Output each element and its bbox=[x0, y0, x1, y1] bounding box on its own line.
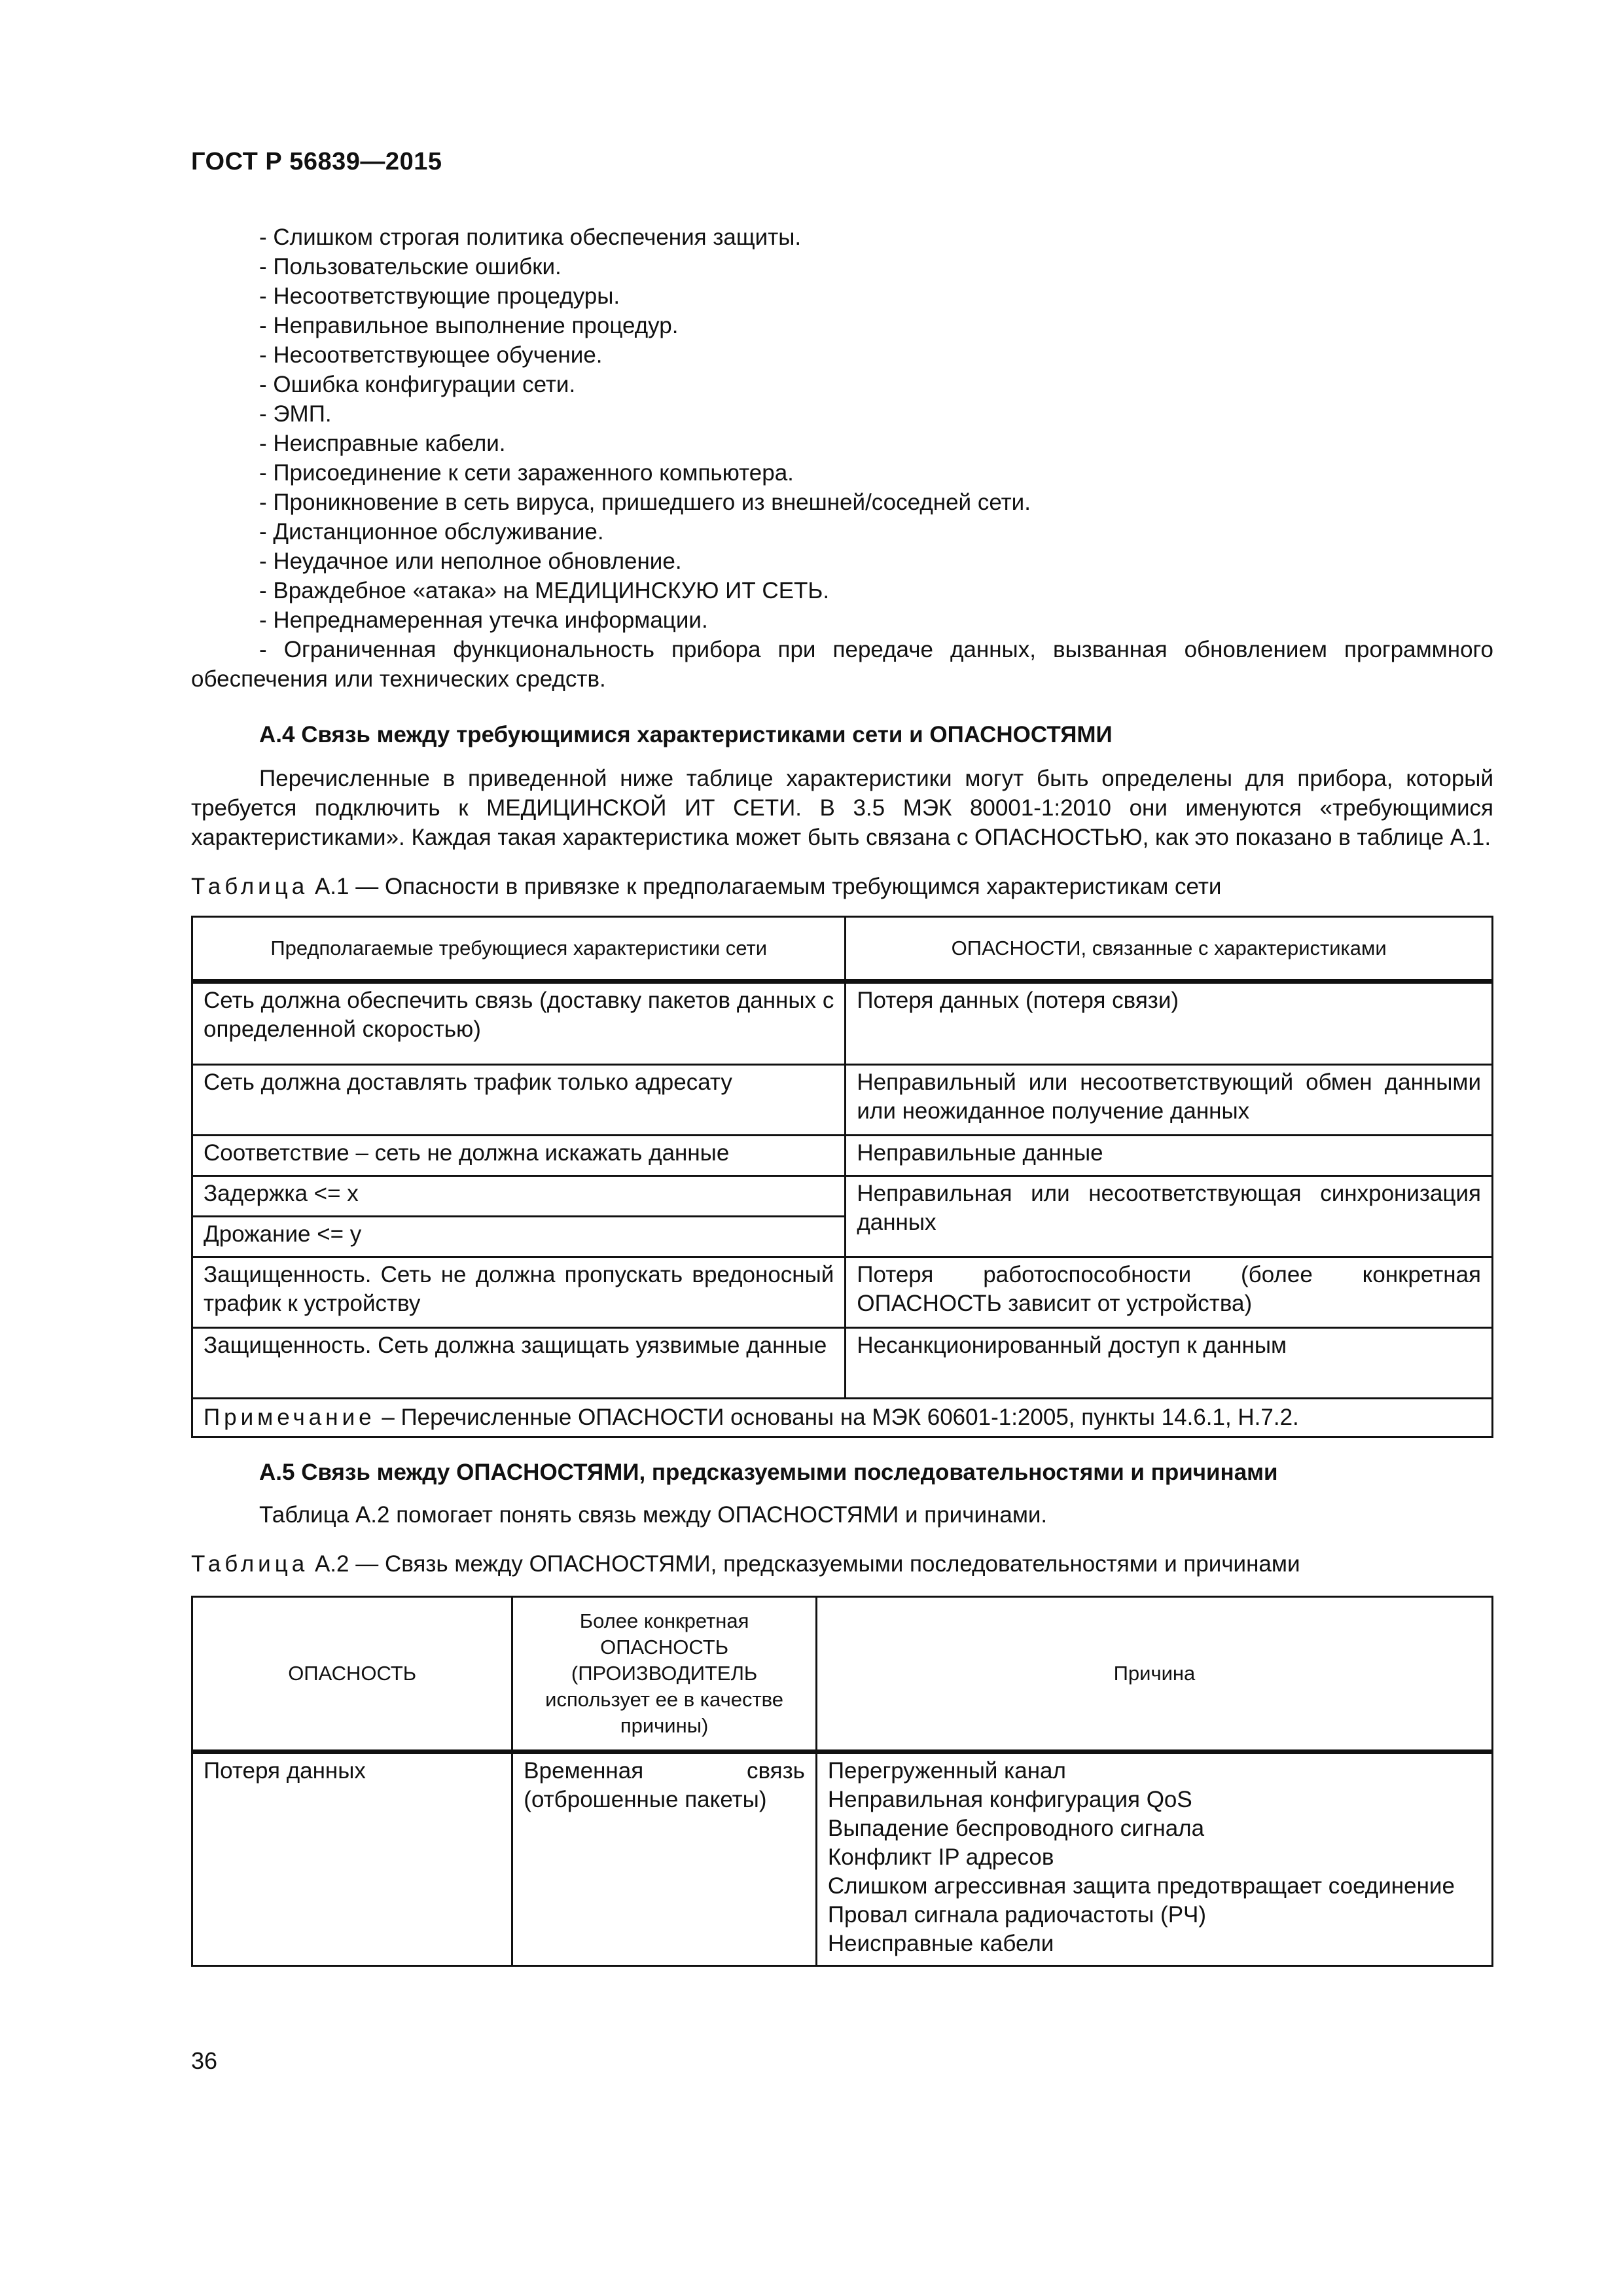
causes-list bbox=[191, 223, 1493, 694]
cause-item: Конфликт IP адресов bbox=[827, 1844, 1054, 1870]
table-cell: Неправильная или несоответствующая синхронизация данных bbox=[846, 1176, 1493, 1257]
table-row bbox=[192, 1065, 1493, 1136]
table-cell: Сеть должна обеспечить связь (доставку пакетов данных с определенной скоростью) bbox=[192, 982, 846, 1065]
cause-item: Выпадение беспроводного сигнала bbox=[827, 1816, 1205, 1841]
table-row bbox=[192, 1328, 1493, 1399]
column-header: Причина bbox=[816, 1597, 1492, 1752]
document-header: ГОСТ Р 56839—2015 bbox=[191, 148, 442, 175]
table-caption-text: А.2 — Связь между ОПАСНОСТЯМИ, предсказуемыми последовательностями и причинами bbox=[308, 1551, 1300, 1577]
table-cell: Потеря работоспособности (более конкретная ОПАСНОСТЬ зависит от устройства) bbox=[846, 1257, 1493, 1328]
list-item: - Ограниченная функциональность прибора при передаче данных, вызванная обновлением программного обеспечения или технических средств. bbox=[191, 637, 1493, 692]
column-header: ОПАСНОСТИ, связанные с характеристиками bbox=[846, 917, 1493, 982]
table-cell: Несанкционированный доступ к данным bbox=[846, 1328, 1493, 1399]
cause-item: Неисправные кабели bbox=[827, 1931, 1054, 1956]
table-note bbox=[192, 1399, 1493, 1437]
cause-item: Провал сигнала радиочастоты (РЧ) bbox=[827, 1902, 1207, 1928]
list-item: - Дистанционное обслуживание. bbox=[259, 519, 604, 545]
list-item: - Проникновение в сеть вируса, пришедшего из внешней/соседней сети. bbox=[259, 490, 1031, 515]
table-cell: Соответствие – сеть не должна искажать данные bbox=[192, 1136, 846, 1176]
table-cell: Неправильный или несоответствующий обмен данными или неожиданное получение данных bbox=[846, 1065, 1493, 1136]
table-caption-text: А.1 — Опасности в привязке к предполагаемым требующимся характеристикам сети bbox=[308, 874, 1222, 899]
table-row bbox=[192, 1136, 1493, 1176]
list-item: - Неправильное выполнение процедур. bbox=[259, 313, 679, 338]
table-note-row bbox=[192, 1399, 1493, 1437]
column-header: ОПАСНОСТЬ bbox=[192, 1597, 512, 1752]
table-row bbox=[192, 982, 1493, 1065]
table-caption-label: Таблица bbox=[191, 874, 309, 899]
table-a2 bbox=[191, 1596, 1493, 1967]
section-a5-paragraph: Таблица А.2 помогает понять связь между ОПАСНОСТЯМИ и причинами. bbox=[259, 1502, 1048, 1528]
table-a2-caption bbox=[191, 1549, 1493, 1579]
note-label: Примечание bbox=[204, 1405, 376, 1430]
column-header: Более конкретная ОПАСНОСТЬ (ПРОИЗВОДИТЕЛЬ использует ее в качестве причины) bbox=[512, 1597, 817, 1752]
list-item: - Слишком строгая политика обеспечения защиты. bbox=[259, 224, 802, 250]
section-a4-paragraph: Перечисленные в приведенной ниже таблице характеристики могут быть определены для прибора, который требуется подключить к МЕДИЦИНСКОЙ ИТ СЕТИ. В 3.5 МЭК 80001-1:2010 они именуются «требующимися характеристиками». Каждая такая характеристика может быть связана с ОПАСНОСТЬЮ, как это показано в таблице А.1. bbox=[191, 766, 1493, 850]
note-text: – Перечисленные ОПАСНОСТИ основаны на МЭК 60601-1:2005, пункты 14.6.1, Н.7.2. bbox=[375, 1405, 1299, 1430]
section-a4-heading: А.4 Связь между требующимися характеристиками сети и ОПАСНОСТЯМИ bbox=[259, 722, 1113, 747]
list-item: - Враждебное «атака» на МЕДИЦИНСКУЮ ИТ СЕТЬ. bbox=[259, 578, 830, 603]
page-number: 36 bbox=[191, 2047, 218, 2074]
list-item: - Присоединение к сети зараженного компьютера. bbox=[259, 460, 794, 486]
list-item: - Несоответствующие процедуры. bbox=[259, 283, 620, 309]
table-a1-caption bbox=[191, 872, 1493, 901]
section-a5-heading: А.5 Связь между ОПАСНОСТЯМИ, предсказуемыми последовательностями и причинами bbox=[259, 1460, 1278, 1485]
list-item: - Несоответствующее обучение. bbox=[259, 342, 603, 368]
table-row bbox=[192, 1176, 1493, 1217]
table-cell: Защищенность. Сеть не должна пропускать вредоносный трафик к устройству bbox=[192, 1257, 846, 1328]
list-item: - Неисправные кабели. bbox=[259, 431, 506, 456]
column-header: Предполагаемые требующиеся характеристики сети bbox=[192, 917, 846, 982]
page-content bbox=[191, 223, 1493, 1967]
cause-item: Перегруженный канал bbox=[827, 1758, 1066, 1784]
cause-item: Неправильная конфигурация QoS bbox=[827, 1787, 1192, 1812]
table-cell: Дрожание <= y bbox=[192, 1217, 846, 1257]
list-item: - Непреднамеренная утечка информации. bbox=[259, 607, 708, 633]
list-item: - ЭМП. bbox=[259, 401, 332, 427]
table-cell: Сеть должна доставлять трафик только адресату bbox=[192, 1065, 846, 1136]
table-cell bbox=[816, 1752, 1492, 1966]
table-cell: Неправильные данные bbox=[846, 1136, 1493, 1176]
table-header-row bbox=[192, 917, 1493, 982]
list-item: - Ошибка конфигурации сети. bbox=[259, 372, 576, 397]
table-cell: Временная связь (отброшенные пакеты) bbox=[512, 1752, 817, 1966]
table-cell: Задержка <= x bbox=[192, 1176, 846, 1217]
table-row bbox=[192, 1257, 1493, 1328]
table-a1 bbox=[191, 916, 1493, 1438]
list-item: - Пользовательские ошибки. bbox=[259, 254, 562, 279]
table-cell: Защищенность. Сеть должна защищать уязвимые данные bbox=[192, 1328, 846, 1399]
table-row bbox=[192, 1752, 1493, 1966]
table-cell: Потеря данных bbox=[192, 1752, 512, 1966]
list-item: - Неудачное или неполное обновление. bbox=[259, 548, 682, 574]
table-header-row bbox=[192, 1597, 1493, 1752]
cause-item: Слишком агрессивная защита предотвращает соединение bbox=[827, 1873, 1455, 1899]
table-cell: Потеря данных (потеря связи) bbox=[846, 982, 1493, 1065]
table-caption-label: Таблица bbox=[191, 1551, 309, 1577]
